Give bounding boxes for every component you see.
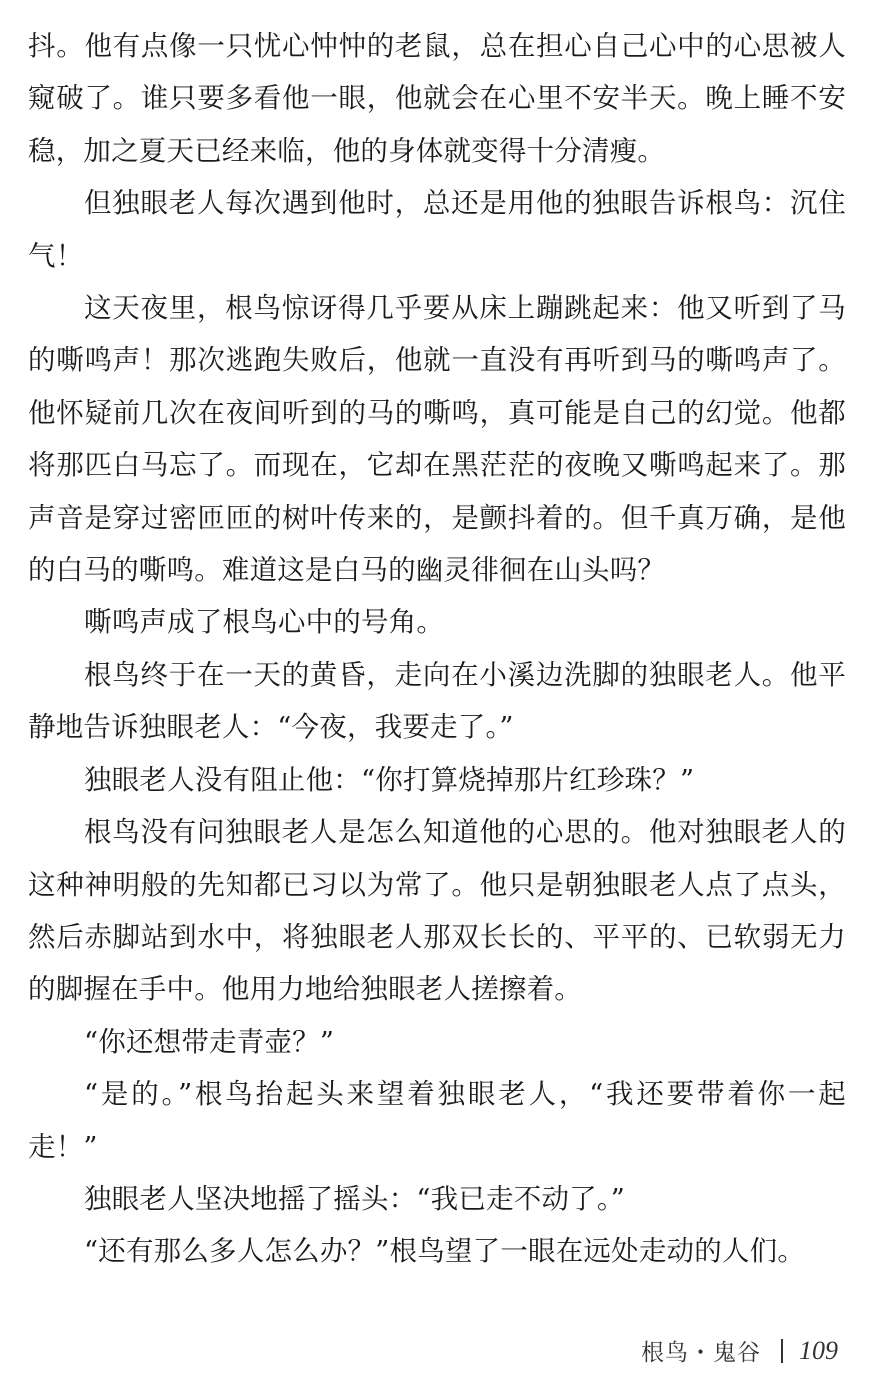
- paragraph-9: “是的。”根鸟抬起头来望着独眼老人，“我还要带着你一起走！”: [28, 1078, 846, 1163]
- footer-divider: [781, 1339, 783, 1363]
- paragraph-11: “还有那么多人怎么办？”根鸟望了一眼在远处走动的人们。: [84, 1235, 806, 1268]
- paragraph-1: 抖。他有点像一只忧心忡忡的老鼠，总在担心自己心中的心思被人窥破了。谁只要多看他一眼，他就会在心里不安半天。晚上睡不安稳，加之夏天已经来临，他的身体就变得十分清瘦。: [28, 30, 846, 167]
- paragraph-5: 根鸟终于在一天的黄昏，走向在小溪边洗脚的独眼老人。他平静地告诉独眼老人：“今夜，我要走了。”: [28, 658, 846, 744]
- paragraph-10: 独眼老人坚决地摇了摇头：“我已走不动了。”: [84, 1182, 626, 1215]
- paragraph-7: 根鸟没有问独眼老人是怎么知道他的心思的。他对独眼老人的这种神明般的先知都已习以为常了。他只是朝独眼老人点了点头，然后赤脚站到水中，将独眼老人那双长长的、平平的、已软弱无力的脚握在手中。他用力地给独眼老人搓擦着。: [28, 816, 846, 1006]
- paragraph-8: “你还想带走青壶？”: [84, 1025, 335, 1058]
- page-footer: [641, 1334, 838, 1367]
- running-title: 根鸟・鬼谷: [641, 1340, 761, 1366]
- paragraph-4: 嘶鸣声成了根鸟心中的号角。: [84, 606, 445, 639]
- body-text: [28, 20, 846, 1278]
- paragraph-2: 但独眼老人每次遇到他时，总还是用他的独眼告诉根鸟：沉住气！: [28, 187, 846, 272]
- paragraph-3: 这天夜里，根鸟惊讶得几乎要从床上蹦跳起来：他又听到了马的嘶鸣声！那次逃跑失败后，他就一直没有再听到马的嘶鸣声了。他怀疑前几次在夜间听到的马的嘶鸣，真可能是自己的幻觉。他都将那匹白马忘了。而现在，它却在黑茫茫的夜晚又嘶鸣起来了。那声音是穿过密匝匝的树叶传来的，是颤抖着的。但千真万确，是他的白马的嘶鸣。难道这是白马的幽灵徘徊在山头吗？: [28, 292, 846, 587]
- page-number: 109: [799, 1335, 838, 1365]
- paragraph-6: 独眼老人没有阻止他：“你打算烧掉那片红珍珠？”: [84, 763, 695, 796]
